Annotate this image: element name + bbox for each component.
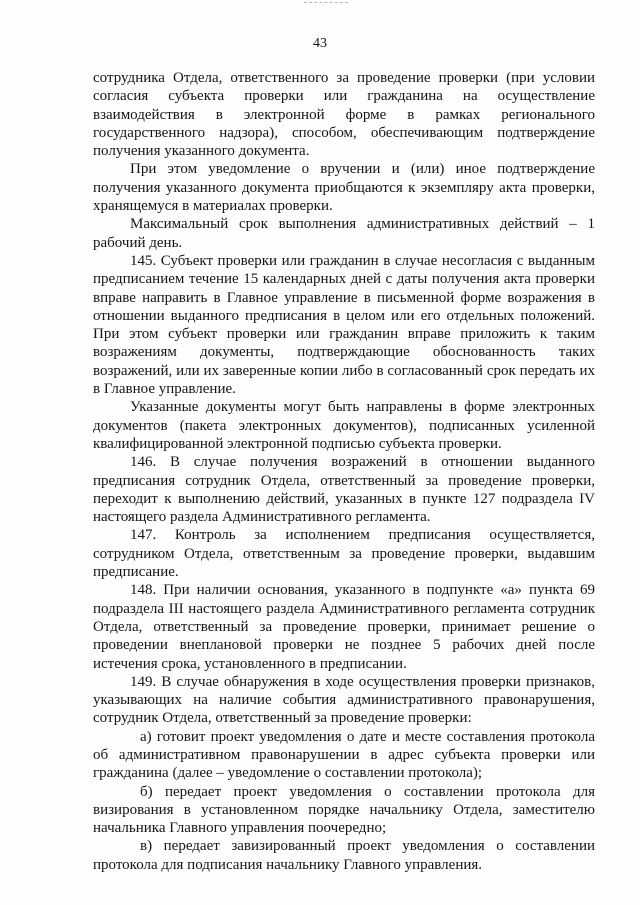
paragraph-continuation: сотрудника Отдела, ответственного за проведение проверки (при условии согласия субъекта проверки или гражданина на осуществление взаимодействия в электронной форме в рамках регионального государственного надзора), способом, обеспечивающим подтверждение получения указанного документа. xyxy=(93,70,595,160)
list-item-a: а) готовит проект уведомления о дате и месте составления протокола об административном правонарушении в адрес субъекта проверки или гражданина (далее – уведомление о составлении протокола); xyxy=(93,728,595,782)
paragraph-147: 147. Контроль за исполнением предписания осуществляется, сотрудником Отдела, ответственным за проведение проверки, выдавшим предписание. xyxy=(93,527,595,581)
list-item-b: б) передает проект уведомления о составлении протокола для визирования в установленном порядке начальнику Отдела, заместителю начальника Главного управления поочередно; xyxy=(93,783,595,837)
document-body xyxy=(93,69,595,874)
paragraph-electronic-documents: Указанные документы могут быть направлены в форме электронных документов (пакета электронных документов), подписанных усиленной квалифицированной электронной подписью субъекта проверки. xyxy=(93,399,595,452)
list-item-v: в) передает завизированный проект уведомления о составлении протокола для подписания начальнику Главного управления. xyxy=(93,838,595,873)
paragraph-148: 148. При наличии основания, указанного в подпункте «а» пункта 69 подраздела III настоящего раздела Административного регламента сотрудник Отдела, ответственный за проведение проверки, принимает решение о проведении внеплановой проверки не позднее 5 рабочих дней после истечения срока, установленного в предписании. xyxy=(93,582,595,672)
paragraph-146: 146. В случае получения возражений в отношении выданного предписания сотрудник Отдела, ответственный за проведение проверки, переходит к выполнению действий, указанных в пункте 127 подраздела IV настоящего раздела Административного регламента. xyxy=(93,454,595,526)
paragraph-145: 145. Субъект проверки или гражданин в случае несогласия с выданным предписанием течение 15 календарных дней с даты получения акта проверки вправе направить в Главное управление в письменной форме возражения в отношении выданного предписания в целом или его отдельных положений. При этом субъект проверки или гражданин вправе приложить к таким возражениям документы, подтверждающие обоснованность таких возражений, или их заверенные копии либо в согласованный срок передать их в Главное управление. xyxy=(93,252,595,398)
paragraph-notification-receipt: При этом уведомление о вручении и (или) иное подтверждение получения указанного документа приобщаются к экземпляру акта проверки, хранящемуся в материалах проверки. xyxy=(93,161,595,215)
paragraph-max-deadline: Максимальный срок выполнения административных действий – 1 рабочий день. xyxy=(93,216,595,251)
page-number: 43 xyxy=(313,36,327,51)
scan-top-mark xyxy=(304,2,348,6)
paragraph-149: 149. В случае обнаружения в ходе осуществления проверки признаков, указывающих на наличие события административного правонарушения, сотрудник Отдела, ответственный за проведение проверки: xyxy=(93,673,595,727)
